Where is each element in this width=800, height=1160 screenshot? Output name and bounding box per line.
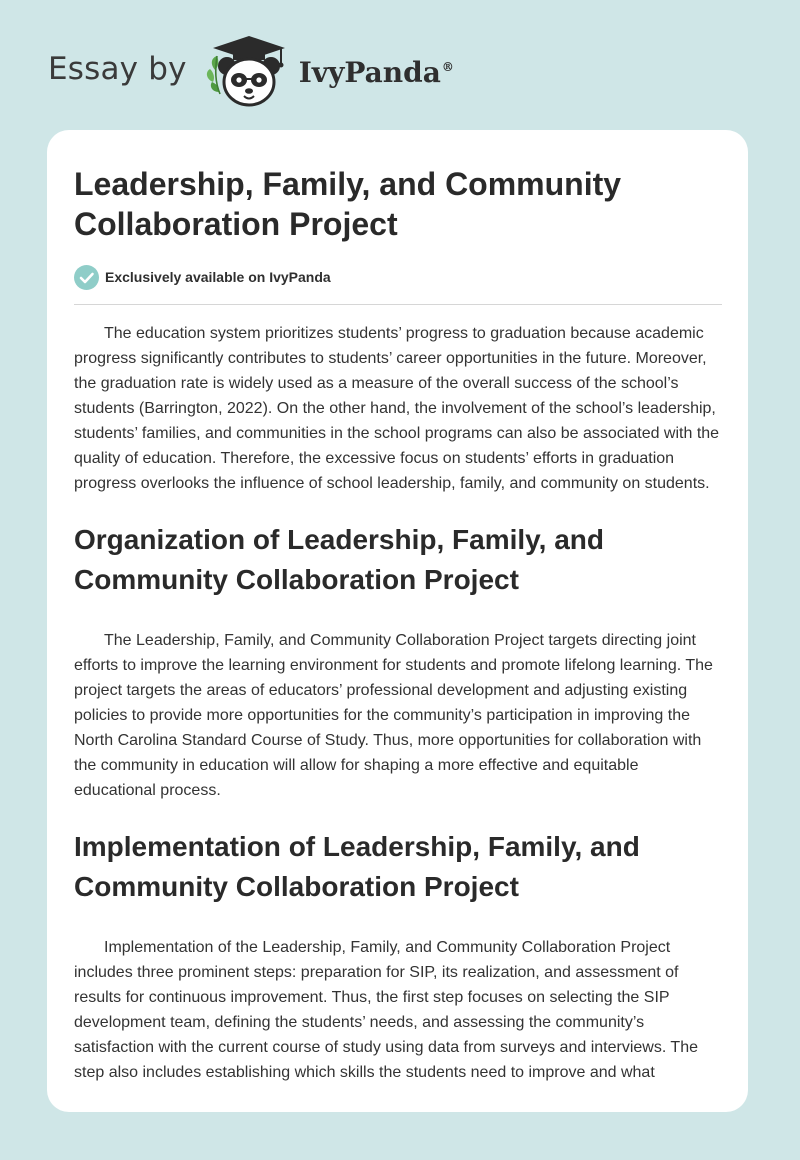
brand-name-text: IvyPanda xyxy=(298,55,441,89)
section-heading-implementation: Implementation of Leadership, Family, and Community Collaboration Project xyxy=(74,831,640,902)
brand-prefix: Essay by xyxy=(48,51,187,87)
essay-card xyxy=(47,130,748,1112)
exclusive-label: Exclusively available on IvyPanda xyxy=(105,269,331,285)
exclusive-badge xyxy=(74,264,722,290)
brand-name[interactable] xyxy=(299,56,454,89)
divider xyxy=(74,304,722,305)
essay-title: Leadership, Family, and Community Collaboration Project xyxy=(74,166,622,242)
ivy-leaf-icon xyxy=(207,56,220,94)
site-header xyxy=(48,30,454,110)
registered-mark: ® xyxy=(441,60,454,75)
check-circle-icon xyxy=(74,265,99,290)
intro-paragraph: The education system prioritizes students’ progress to graduation because academic progress significantly contributes to students’ career opportunities in the future. Moreover, the graduation rate is widely used as a measure of the overall success of the school’s students (Barrington, 2022). On the other hand, the involvement of the school’s leadership, students’ families, and communities in the school programs can also be associated with the quality of education. Therefore, the excessive focus on students’ efforts in graduation progress overlooks the influence of school leadership, family, and community on students. xyxy=(74,325,720,492)
section-heading-organization: Organization of Leadership, Family, and Community Collaboration Project xyxy=(74,524,605,595)
section-paragraph-organization: The Leadership, Family, and Community Collaboration Project targets directing joint efforts to improve the learning environment for students and promote lifelong learning. The project targets the areas of educators’ professional development and adjusting existing policies to provide more opportunities for the community’s participation in improving the North Carolina Standard Course of Study. Thus, more opportunities for collaboration with the community in education will allow for shaping a more effective and equitable educational process. xyxy=(74,632,713,799)
panda-graduate-icon[interactable] xyxy=(201,30,297,110)
section-paragraph-implementation: Implementation of the Leadership, Family, and Community Collaboration Project includes three prominent steps: preparation for SIP, its realization, and assessment of results for continuous improvement. Thus, the first step focuses on selecting the SIP development team, defining the students’ needs, and assessing the community’s satisfaction with the current course of study using data from surveys and interviews. The step also includes establishing which skills the students need to improve and what xyxy=(74,939,698,1081)
essay-content xyxy=(47,130,748,1085)
